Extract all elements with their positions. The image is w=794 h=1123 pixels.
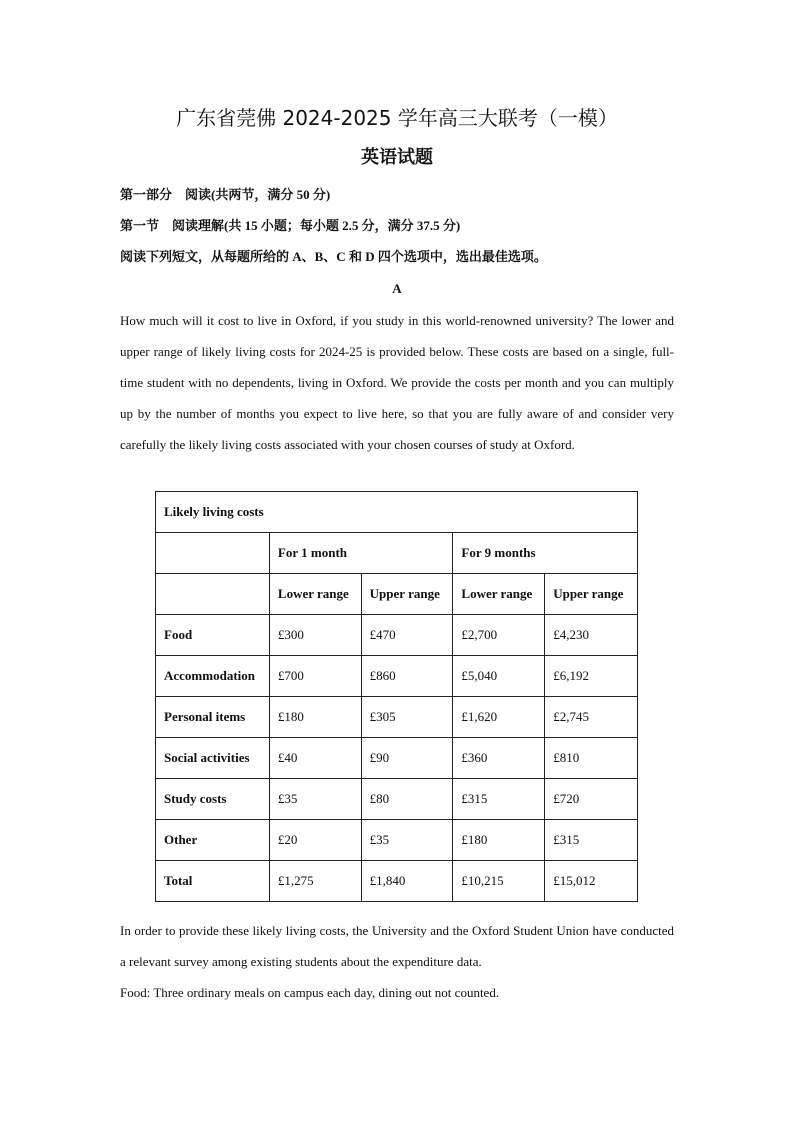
cell-value: £90 (361, 738, 453, 779)
cell-value: £470 (361, 615, 453, 656)
table-row (156, 697, 638, 738)
row-label: Study costs (156, 779, 270, 820)
food-note: Food: Three ordinary meals on campus each day, dining out not counted. (120, 985, 500, 1000)
cell-value: £2,700 (453, 615, 545, 656)
table-period-row (156, 533, 638, 574)
cell-value: £315 (453, 779, 545, 820)
row-label: Food (156, 615, 270, 656)
range-upper: Upper range (361, 574, 453, 615)
cell-value: £810 (545, 738, 638, 779)
period-9-months: For 9 months (453, 533, 638, 574)
range-lower: Lower range (453, 574, 545, 615)
table-caption: Likely living costs (156, 492, 638, 533)
cell-value: £1,620 (453, 697, 545, 738)
cell-value: £6,192 (545, 656, 638, 697)
table-row (156, 656, 638, 697)
cell-value: £700 (269, 656, 361, 697)
cell-value: £5,040 (453, 656, 545, 697)
cell-value: £2,745 (545, 697, 638, 738)
passage-after-table: In order to provide these likely living costs, the University and the Oxford Student Union have conducted a relevant survey among existing students about the expenditure data. (120, 923, 674, 969)
cell-value: £1,840 (361, 861, 453, 902)
cell-value: £305 (361, 697, 453, 738)
cell-value: £10,215 (453, 861, 545, 902)
part-heading: 第一部分 阅读(共两节，满分 50 分) (120, 187, 331, 202)
table-row (156, 615, 638, 656)
table-row (156, 738, 638, 779)
table-row (156, 820, 638, 861)
table-range-row (156, 574, 638, 615)
cell-value: £40 (269, 738, 361, 779)
cell-value: £720 (545, 779, 638, 820)
table-caption-row (156, 492, 638, 533)
table-corner-cell (156, 533, 270, 574)
cell-value: £860 (361, 656, 453, 697)
row-label: Accommodation (156, 656, 270, 697)
cell-value: £180 (453, 820, 545, 861)
table-corner-cell (156, 574, 270, 615)
cell-value: £1,275 (269, 861, 361, 902)
range-lower: Lower range (269, 574, 361, 615)
directions-text: 阅读下列短文，从每题所给的 A、B、C 和 D 四个选项中，选出最佳选项。 (120, 249, 547, 264)
range-upper: Upper range (545, 574, 638, 615)
table-row (156, 779, 638, 820)
cell-value: £315 (545, 820, 638, 861)
cell-value: £35 (269, 779, 361, 820)
period-1-month: For 1 month (269, 533, 453, 574)
row-label: Social activities (156, 738, 270, 779)
row-label: Personal items (156, 697, 270, 738)
living-costs-table (155, 491, 638, 902)
passage-label: A (392, 281, 402, 296)
cell-value: £360 (453, 738, 545, 779)
section-heading: 第一节 阅读理解(共 15 小题；每小题 2.5 分，满分 37.5 分) (120, 218, 461, 233)
row-label: Total (156, 861, 270, 902)
cell-value: £15,012 (545, 861, 638, 902)
cell-value: £35 (361, 820, 453, 861)
cell-value: £300 (269, 615, 361, 656)
cell-value: £180 (269, 697, 361, 738)
cell-value: £4,230 (545, 615, 638, 656)
exam-subtitle: 英语试题 (361, 147, 433, 168)
exam-title: 广东省莞佛 2024-2025 学年高三大联考（一模） (176, 106, 618, 130)
passage-intro: How much will it cost to live in Oxford, if you study in this world-renowned university? The lower and upper range of likely living costs for 2024-25 is provided below. These costs are based on a single, full-time student with no dependents, living in Oxford. We provide the costs per month and you can multiply up by the number of months you expect to live here, so that you are fully aware of and consider very carefully the likely living costs associated with your chosen courses of study at Oxford. (120, 313, 674, 452)
row-label: Other (156, 820, 270, 861)
table-row-total (156, 861, 638, 902)
cell-value: £20 (269, 820, 361, 861)
cell-value: £80 (361, 779, 453, 820)
